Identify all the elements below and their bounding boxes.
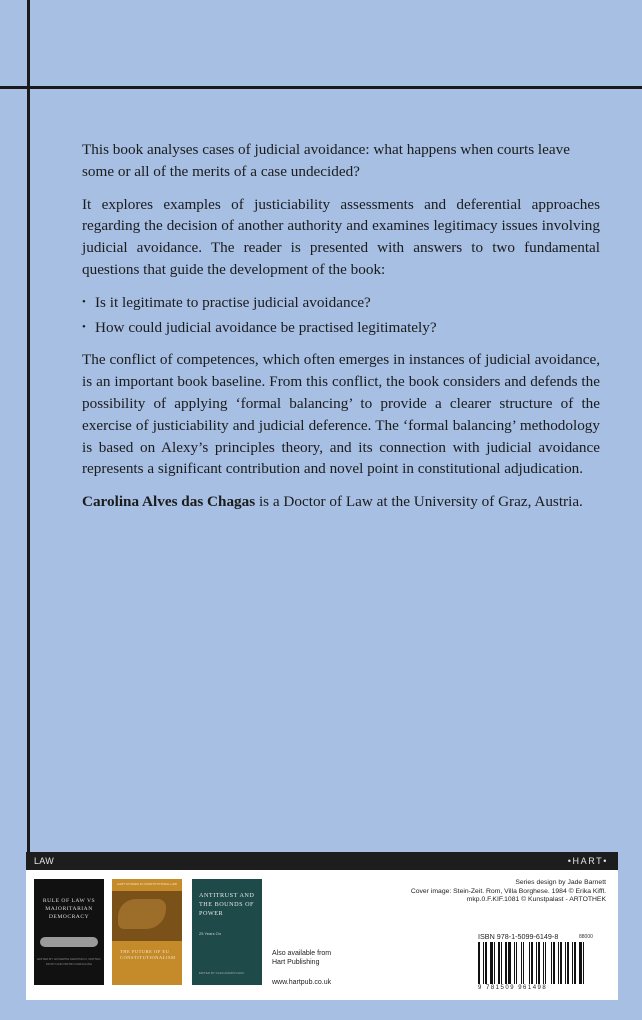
barcode-bar bbox=[583, 942, 584, 984]
barcode-bar bbox=[547, 942, 550, 984]
category-label: LAW bbox=[34, 856, 55, 866]
author-bio-text: is a Doctor of Law at the University of Graz, Austria. bbox=[255, 493, 583, 511]
barcode-bar bbox=[585, 942, 586, 984]
barcode-bar bbox=[521, 942, 522, 984]
barcode-bar bbox=[565, 942, 566, 984]
horizontal-rule bbox=[0, 86, 642, 89]
barcode-bar bbox=[567, 942, 569, 984]
barcode-bar bbox=[577, 942, 578, 984]
barcode-bar bbox=[518, 942, 520, 984]
barcode-bar bbox=[523, 942, 524, 984]
barcode-bar bbox=[553, 942, 555, 984]
barcode-bar bbox=[563, 942, 564, 984]
barcode-bar bbox=[534, 942, 535, 984]
related-book-subtitle: 25 Years On bbox=[199, 931, 222, 936]
barcode-bar bbox=[512, 942, 513, 984]
barcode-addon-number: 88000 bbox=[579, 934, 593, 940]
barcode-bar bbox=[483, 942, 484, 984]
barcode-bar bbox=[501, 942, 502, 984]
barcode-bar bbox=[481, 942, 482, 984]
barcode-bar bbox=[496, 942, 497, 984]
barcode-bar bbox=[488, 942, 489, 984]
barcode-bar bbox=[558, 942, 559, 984]
related-book-cover-1 bbox=[34, 879, 104, 985]
barcode-bar bbox=[498, 942, 500, 984]
also-available-note bbox=[272, 949, 331, 967]
blurb-paragraph-3: The conflict of competences, which often emerges in instances of judicial avoidance, is an important book baseline. From this conflict, the book considers and defends the possibility of applying ‘formal balancing’ to provide a clearer structure of the exercise of justiciability and judicial deference. The ‘formal balancing’ methodology is based on Alexy’s principles theory, and its connection with judicial avoidance represents a significant contribution and novel point in constitutional adjudication. bbox=[82, 351, 600, 478]
barcode-bar bbox=[570, 942, 571, 984]
barcode-bar bbox=[574, 942, 576, 984]
author-bio bbox=[82, 491, 600, 513]
vertical-rule bbox=[27, 0, 30, 852]
related-book-editors: EDITED BY OLES ANDRIYCHUK bbox=[199, 971, 245, 975]
related-book-cover-2 bbox=[112, 879, 182, 985]
barcode-bar bbox=[531, 942, 533, 984]
barcode-bar bbox=[572, 942, 573, 984]
related-book-title: RULE OF LAW VS MAJORITARIAN DEMOCRACY bbox=[42, 898, 96, 920]
publisher-website: www.hartpub.co.uk bbox=[272, 979, 332, 986]
barcode-bar bbox=[579, 942, 582, 984]
barcode-bar bbox=[516, 942, 517, 984]
blurb-paragraph-1: This book analyses cases of judicial avoidance: what happens when courts leave some or all of the merits of a case undecided? bbox=[82, 141, 570, 180]
cover-art bbox=[40, 937, 98, 947]
barcode-bar bbox=[503, 942, 504, 984]
cover-image-credit-1: Cover image: Stein-Zeit. Rom, Villa Borghese. 1984 © Erika Kiffl. bbox=[410, 887, 606, 895]
credits bbox=[266, 879, 606, 905]
author-name: Carolina Alves das Chagas bbox=[82, 493, 256, 511]
question-list bbox=[82, 292, 600, 339]
also-available-line-1: Also available from bbox=[272, 950, 332, 957]
cover-image-credit-2: mkp.0.F.KIF.1081 © Kunstpalast - ARTOTHEK bbox=[466, 896, 606, 904]
category-band bbox=[26, 852, 618, 870]
related-book-editors: EDITED BY GIUSEPPE MARTINICO, MATTEO MONTI AND PIETRO FARAGUNA bbox=[37, 957, 101, 966]
barcode-bar bbox=[545, 942, 546, 984]
barcode-bar bbox=[508, 942, 511, 984]
barcode-bar bbox=[541, 942, 542, 984]
barcode-bar bbox=[560, 942, 562, 984]
also-available-line-2: Hart Publishing bbox=[272, 959, 320, 966]
related-book-title: ANTITRUST AND THE BOUNDS OF POWER bbox=[199, 892, 255, 917]
barcode-number: 9 781509 961498 bbox=[478, 985, 548, 991]
list-item: • How could judicial avoidance be practised legitimately? bbox=[82, 317, 600, 339]
related-book-title: THE FUTURE OF EU CONSTITUTIONALISM bbox=[120, 949, 176, 960]
list-item: • Is it legitimate to practise judicial avoidance? bbox=[82, 292, 600, 314]
barcode-bar bbox=[551, 942, 552, 984]
isbn: ISBN 978-1-5099-6149-8 bbox=[478, 932, 559, 941]
barcode-bar bbox=[556, 942, 557, 984]
barcode-bar bbox=[525, 942, 528, 984]
barcode-bar bbox=[478, 942, 480, 984]
barcode bbox=[478, 942, 604, 984]
related-book-cover-3 bbox=[192, 879, 262, 985]
barcode-bar bbox=[490, 942, 493, 984]
barcode-bar bbox=[514, 942, 515, 984]
barcode-bar bbox=[536, 942, 537, 984]
blurb-paragraph-2: It explores examples of justiciability assessments and deferential approaches regarding the decision of another authority and examines legitimacy issues involving judicial avoidance. The reader is presented with answers to two fundamental questions that guide the development of the book: bbox=[82, 195, 600, 278]
barcode-bar bbox=[485, 942, 487, 984]
blurb-text bbox=[82, 139, 600, 524]
barcode-bar bbox=[529, 942, 530, 984]
series-design-credit: Series design by Jade Barnett bbox=[515, 879, 606, 886]
related-book-series: HART STUDIES IN CONSTITUTIONAL LAW bbox=[117, 882, 177, 886]
barcode-bar bbox=[543, 942, 544, 984]
barcode-bar bbox=[538, 942, 540, 984]
publisher-logo: •HART• bbox=[567, 856, 608, 866]
back-cover-panel bbox=[26, 870, 618, 1000]
barcode-bar bbox=[494, 942, 495, 984]
barcode-bar bbox=[505, 942, 507, 984]
